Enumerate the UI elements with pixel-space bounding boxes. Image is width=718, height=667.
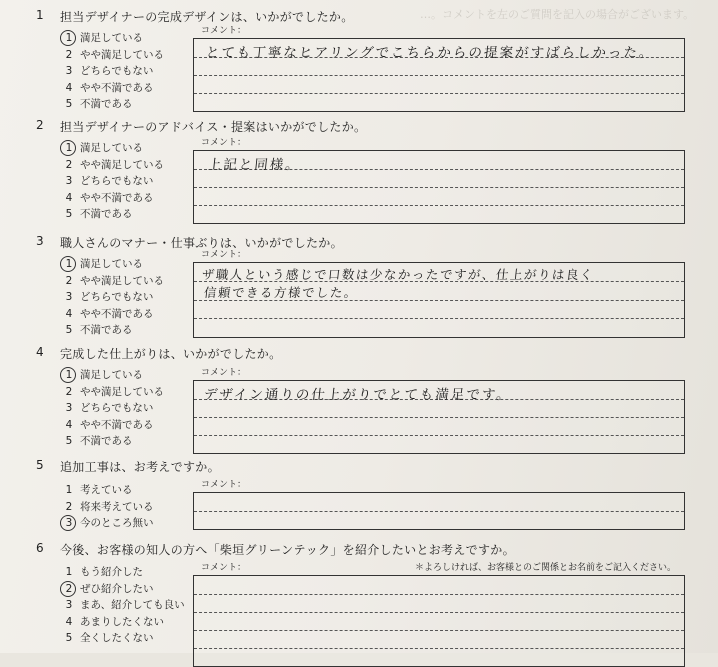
question-text: 担当デザイナーのアドバイス・提案はいかがでしたか。 [60,120,367,134]
option-3[interactable]: 3 どちらでもない [65,291,154,303]
option-5[interactable]: 5 不満である [65,208,133,220]
comment-note: ＊よろしければ、お客様とのご関係とお名前をご記入ください。 [414,563,676,573]
option-2[interactable]: 2 やや満足している [65,158,164,171]
selected-circle [60,30,76,46]
comment-label: コメント： [201,138,247,148]
selected-circle [60,256,76,272]
comment-label: コメント： [201,250,247,260]
option-1[interactable]: 1 もう紹介した [65,566,143,578]
option-4[interactable]: 4 やや不満である [65,418,154,431]
option-4[interactable]: 4 やや不満である [65,191,154,204]
question-number: 4 [36,345,44,359]
selected-circle [60,515,76,531]
option-1[interactable]: 1 考えている [65,484,133,496]
comment-box[interactable] [193,480,685,530]
handwritten-comment: 上記と同様。 [206,157,302,173]
option-4[interactable]: 4 やや不満である [65,81,154,94]
comment-label: コメント： [201,368,247,378]
question-text: 追加工事は、お考えですか。 [60,460,220,474]
comment-box[interactable] [193,250,685,338]
option-list [62,30,164,113]
option-1[interactable]: 1 満足している [62,140,164,157]
option-2[interactable]: 2 やや満足している [65,385,164,398]
option-1[interactable]: 1 満足している [62,367,164,384]
option-5[interactable]: 5 全くしたくない [65,632,154,644]
option-5[interactable]: 5 不満である [65,98,133,110]
comment-label: コメント： [201,480,247,490]
bleed-through-text: …。コメントを左のご質問を記入の場合がございます。 [420,8,695,21]
handwritten-comment-line-2: 信頼できる方様でした。 [203,285,359,300]
question-text: 職人さんのマナー・仕事ぶりは、いかがでしたか。 [60,236,343,250]
option-2[interactable]: 2 やや満足している [65,48,164,61]
option-3[interactable]: 3 どちらでもない [65,402,154,414]
selected-circle [60,140,76,156]
selected-circle [60,581,76,597]
handwritten-comment: デザイン通りの仕上がりでとても満足です。 [202,387,513,403]
handwritten-comment: とても丁寧なヒアリングでこちらからの提案がすばらしかった。 [204,45,656,61]
question-text: 完成した仕上がりは、いかがでしたか。 [60,347,282,361]
option-list [62,140,164,223]
question-number: 5 [36,458,44,472]
option-4[interactable]: 4 あまりしたくない [65,615,164,628]
option-4[interactable]: 4 やや不満である [65,307,154,320]
option-3[interactable]: 3 まあ、紹介しても良い [65,599,185,611]
option-1[interactable]: 1 満足している [62,256,164,273]
option-3[interactable]: 3 どちらでもない [65,175,154,187]
comment-label: コメント： [201,563,247,573]
comment-label: コメント： [201,26,247,36]
question-number: 3 [36,234,44,248]
option-list [62,482,154,532]
option-list [62,256,164,339]
handwritten-comment: ザ職人という感じで口数は少なかったですが、仕上がりは良く [201,267,595,282]
comment-box[interactable] [193,368,685,454]
comment-box[interactable] [193,563,685,667]
option-2[interactable]: 2 やや満足している [65,274,164,287]
question-text: 担当デザイナーの完成デザインは、いかがでしたか。 [60,10,354,24]
comment-box[interactable] [193,138,685,224]
option-2[interactable]: 2 将来考えている [65,500,154,513]
option-list [62,367,164,450]
option-1[interactable]: 1 満足している [62,30,164,47]
option-3[interactable]: 3 今のところ無い [62,515,154,532]
question-number: 6 [36,541,44,555]
question-number: 2 [36,118,44,132]
selected-circle [60,367,76,383]
option-5[interactable]: 5 不満である [65,435,133,447]
option-3[interactable]: 3 どちらでもない [65,65,154,77]
option-list [62,564,185,647]
question-text: 今後、お客様の知人の方へ「柴垣グリーンテック」を紹介したいとお考えですか。 [60,543,515,557]
option-2[interactable]: 2 ぜひ紹介したい [62,581,185,598]
option-5[interactable]: 5 不満である [65,324,133,336]
question-number: 1 [36,8,44,22]
comment-box[interactable] [193,26,685,112]
